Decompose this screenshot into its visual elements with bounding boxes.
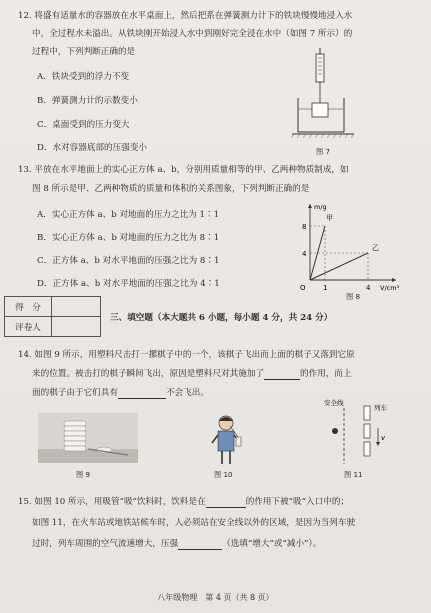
y-tick-8: 8 — [302, 223, 307, 231]
safety-line-label: 安全线 — [324, 399, 344, 407]
q12-option-d: D．水对容器底部的压强变小 — [37, 143, 148, 153]
q13-number: 13. — [18, 165, 32, 175]
q12-line3: 过程中，下列判断正确的是 — [32, 47, 136, 57]
score-cell[interactable] — [52, 297, 101, 317]
q15-line2: 如图 11，在火车站或地铁站候车时，人必须站在安全线以外的区域，是因为当列车驶 — [32, 518, 356, 528]
q15-text-1a: 如图 10 所示，用吸管“吸”饮料时，饮料是在 — [34, 497, 206, 507]
x-tick-1: 1 — [323, 284, 328, 292]
q12-line1 — [18, 11, 352, 22]
q13-line2: 图 8 所示是甲、乙两种物质的质量和体积的关系图象，下列判断正确的是 — [32, 184, 310, 194]
q12-option-c: C．桌面受到的压力变大 — [37, 120, 130, 130]
q15-number: 15. — [18, 497, 32, 507]
figure-9-chess-stack — [38, 413, 138, 463]
y-tick-4: 4 — [302, 250, 307, 258]
q12-text-1: 将盛有适量水的容器放在水平桌面上，然后把系在弹簧测力计下的铁块慢慢地浸入水 — [34, 11, 353, 21]
q13-option-d: D．正方体 a、b 对水平地面的压强之比为 4∶1 — [37, 279, 220, 289]
figure-7-spring-scale-container — [290, 48, 360, 142]
figure-10-caption: 图 10 — [214, 470, 233, 479]
series-yi-line — [310, 253, 368, 280]
figure-11-safety-line-train — [324, 398, 394, 468]
figure-8-mass-volume-graph — [292, 200, 404, 292]
q13-option-a: A．实心正方体 a、b 对地面的压力之比为 1∶1 — [37, 210, 220, 220]
q15-line3 — [32, 539, 321, 550]
q13-line1 — [18, 165, 349, 176]
q14-line2 — [32, 369, 352, 380]
q14-text-3b: 不会飞出。 — [165, 388, 209, 398]
q15-text-1b: 的作用下被“吸”入口中的； — [245, 497, 350, 507]
figure-11-caption: 图 11 — [344, 470, 363, 479]
score-table — [4, 296, 101, 337]
q14-blank-2[interactable] — [118, 389, 166, 399]
q14-number: 14. — [18, 350, 32, 360]
x-tick-4: 4 — [366, 284, 371, 292]
page-footer: 八年级物理 第 4 页（共 8 页） — [157, 593, 274, 602]
series-label-yi: 乙 — [372, 244, 379, 252]
q14-line3 — [32, 388, 209, 399]
q12-line2: 中，全过程水未溢出。从铁块刚开始浸入水中到刚好完全浸在水中（如图 7 所示）的 — [32, 29, 353, 39]
q12-number: 12. — [18, 11, 32, 21]
figure-7-caption: 图 7 — [316, 147, 331, 156]
origin-label: O — [300, 284, 306, 292]
q13-option-b: B．实心正方体 a、b 对地面的压力之比为 8∶1 — [37, 233, 220, 243]
q14-text-1: 如图 9 所示，用塑料尺击打一摞棋子中的一个，该棋子飞出而上面的棋子又落到它原 — [34, 350, 355, 360]
series-label-jia: 甲 — [326, 214, 333, 222]
q14-text-3a: 面的棋子由于它们具有 — [32, 388, 118, 398]
q14-blank-1[interactable] — [264, 370, 300, 380]
x-axis-label: V/cm³ — [380, 284, 400, 292]
train-label: 列车 — [374, 404, 387, 412]
figure-10-person-drinking — [208, 413, 244, 465]
q13-text-1: 平放在水平地面上的实心正方体 a、b，分别用质量相等的甲、乙两种物质制成，如 — [34, 165, 349, 175]
q13-option-c: C．正方体 a、b 对水平地面的压强之比为 8∶1 — [37, 256, 220, 266]
section-3-heading: 三、填空题（本大题共 6 小题，每小题 4 分，共 24 分） — [110, 313, 333, 323]
q15-line1 — [18, 497, 349, 508]
figure-9-caption: 图 9 — [76, 470, 91, 479]
q14-text-2b: 的作用，而上 — [300, 369, 352, 379]
grader-cell[interactable] — [52, 317, 101, 337]
y-axis-label: m/g — [314, 203, 327, 211]
q15-blank-1[interactable] — [206, 498, 246, 508]
figure-8-caption: 图 8 — [346, 292, 361, 301]
q14-text-2a: 来的位置。被击打的棋子瞬间飞出，原因是塑料尺对其施加了 — [32, 369, 265, 379]
grader-label: 评卷人 — [5, 317, 52, 337]
score-label: 得 分 — [5, 297, 52, 317]
q15-blank-2[interactable] — [178, 540, 222, 550]
q14-line1 — [18, 350, 355, 361]
q15-text-3b: （选填“增大”或“减小”）。 — [222, 539, 322, 549]
q15-text-3a: 过时，列车周围的空气流速增大，压强 — [32, 539, 179, 549]
q12-option-b: B．弹簧测力计的示数变小 — [37, 96, 138, 106]
velocity-label: v — [381, 434, 386, 442]
q12-option-a: A．铁块受到的浮力不变 — [37, 72, 130, 82]
